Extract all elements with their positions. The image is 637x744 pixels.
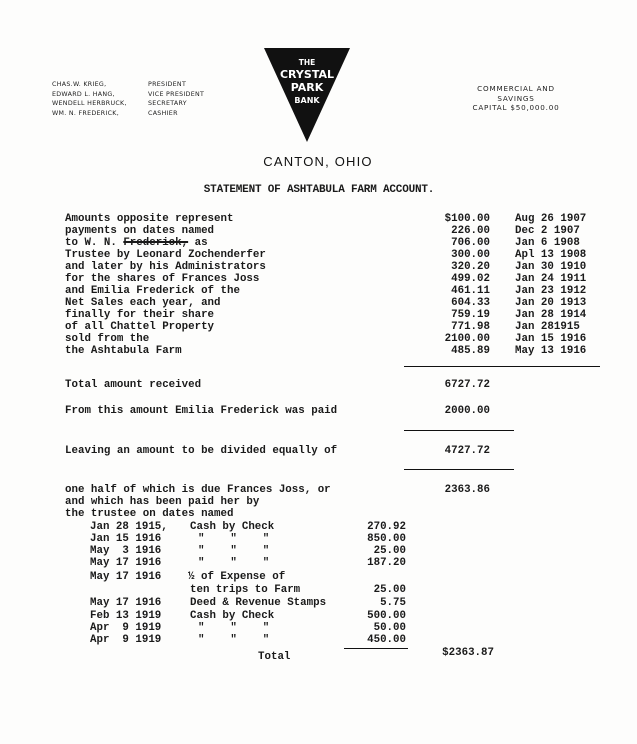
disb-date: Feb 13 1919 (90, 610, 162, 622)
paid-emilia-label: From this amount Emilia Frederick was paid (65, 405, 338, 417)
officer-row (52, 109, 204, 119)
payment-date: Jan 30 1910 (515, 261, 587, 273)
payment-date: Jan 281915 (515, 321, 580, 333)
half-line: the trustee on dates named (65, 508, 234, 520)
officer-row (52, 90, 204, 100)
disb-desc: " " " (198, 533, 270, 545)
payment-amount: 771.98 (451, 321, 490, 333)
disb-desc: " " " (198, 545, 270, 557)
payment-amount: 485.89 (451, 345, 490, 357)
payment-desc: Trustee by Leonard Zochenderfer (65, 249, 266, 261)
payment-date: Jan 6 1908 (515, 237, 580, 249)
officer-row (52, 99, 204, 109)
disb-date: Apr 9 1919 (90, 622, 162, 634)
disb-desc: " " " (198, 622, 270, 634)
leaving-amount: 4727.72 (444, 445, 490, 457)
disb-date: Apr 9 1919 (90, 634, 162, 646)
disb-date: May 3 1916 (90, 545, 162, 557)
payment-desc: Amounts opposite represent (65, 213, 234, 225)
payment-desc: and later by his Administrators (65, 261, 266, 273)
total-received-amount: 6727.72 (444, 379, 490, 391)
subtract-rule (404, 430, 514, 431)
payment-amount: 759.19 (451, 309, 490, 321)
disb-date: May 17 1916 (90, 571, 162, 583)
disb-amount: 25.00 (373, 584, 406, 596)
payment-date: Jan 23 1912 (515, 285, 587, 297)
payment-date: Jan 24 1911 (515, 273, 587, 285)
payment-date: Dec 2 1907 (515, 225, 580, 237)
payment-amount: 706.00 (451, 237, 490, 249)
bank-logo-icon (262, 47, 352, 143)
payment-amount: 300.00 (451, 249, 490, 261)
payment-amount: 461.11 (451, 285, 490, 297)
payment-date: Aug 26 1907 (515, 213, 587, 225)
disb-amount: 850.00 (367, 533, 406, 545)
officer-row (52, 80, 204, 90)
payment-amount: 226.00 (451, 225, 490, 237)
payment-amount: 499.02 (451, 273, 490, 285)
payment-desc (65, 237, 208, 249)
capital-line: CAPITAL $50,000.00 (472, 103, 560, 113)
disb-desc: Deed & Revenue Stamps (190, 597, 327, 609)
payment-desc-post: as (188, 237, 208, 249)
descriptor-line: SAVINGS (497, 93, 535, 103)
disb-desc: " " " (198, 634, 270, 646)
officer-title: SECRETARY (148, 100, 187, 108)
paid-emilia-amount: 2000.00 (444, 405, 490, 417)
bank-descriptor (454, 84, 578, 113)
half-line: one half of which is due Frances Joss, or (65, 484, 331, 496)
disb-amount: 450.00 (367, 634, 406, 646)
disb-desc: Cash by Check (190, 521, 275, 533)
payment-amount: 320.20 (451, 261, 490, 273)
logo-line-crystal: CRYSTAL (279, 68, 335, 81)
payment-desc: and Emilia Frederick of the (65, 285, 240, 297)
final-total-amount: $2363.87 (442, 647, 494, 659)
officer-name: CHAS.W. KRIEG, (52, 81, 107, 88)
logo-line-park: PARK (290, 81, 324, 94)
statement-title: STATEMENT OF ASHTABULA FARM ACCOUNT. (203, 184, 435, 196)
payment-amount: 604.33 (451, 297, 490, 309)
logo-line-bank: BANK (294, 96, 320, 105)
disb-date: Jan 15 1916 (90, 533, 162, 545)
disb-desc: Cash by Check (190, 610, 275, 622)
payment-amount: $100.00 (444, 213, 490, 225)
payment-date: Jan 15 1916 (515, 333, 587, 345)
payment-date: Jan 28 1914 (515, 309, 587, 321)
disb-amount: 187.20 (367, 557, 406, 569)
disbursement-rule (344, 648, 408, 649)
payment-desc: Net Sales each year, and (65, 297, 221, 309)
half-amount: 2363.86 (444, 484, 490, 496)
officer-name: WENDELL HERBRUCK, (52, 100, 127, 108)
officer-title: PRESIDENT (148, 81, 187, 88)
final-total-label: Total (258, 651, 291, 663)
leaving-label: Leaving an amount to be divided equally of (65, 445, 338, 457)
disb-desc: ½ of Expense of (188, 571, 286, 583)
officers-list (52, 80, 204, 118)
disb-amount: 50.00 (373, 622, 406, 634)
payment-desc: for the shares of Frances Joss (65, 273, 260, 285)
disb-date: May 17 1916 (90, 557, 162, 569)
payment-desc: sold from the (65, 333, 150, 345)
payment-desc: the Ashtabula Farm (65, 345, 182, 357)
payment-desc-pre: to W. N. (65, 237, 124, 249)
payment-date: Jan 20 1913 (515, 297, 587, 309)
payment-desc: of all Chattel Property (65, 321, 215, 333)
disb-date: Jan 28 1915, (90, 521, 168, 533)
city-heading: CANTON, OHIO (263, 154, 373, 169)
payment-amount: 2100.00 (444, 333, 490, 345)
officer-title: CASHIER (148, 109, 178, 117)
disb-date: May 17 1916 (90, 597, 162, 609)
disb-desc: ten trips to Farm (190, 584, 301, 596)
sum-rule (404, 366, 600, 367)
disb-desc: " " " (198, 557, 270, 569)
half-line: and which has been paid her by (65, 496, 260, 508)
total-received-label: Total amount received (65, 379, 202, 391)
disb-amount: 5.75 (380, 597, 406, 609)
payment-date: May 13 1916 (515, 345, 587, 357)
officer-name: WM. N. FREDERICK, (52, 109, 120, 117)
disb-amount: 270.92 (367, 521, 406, 533)
divide-rule (404, 469, 514, 470)
descriptor-line: COMMERCIAL AND (477, 84, 555, 93)
officer-name: EDWARD L. HANG, (52, 90, 115, 98)
logo-line-the: THE (298, 58, 316, 67)
payment-desc: finally for their share (65, 309, 215, 321)
payment-desc: payments on dates named (65, 225, 215, 237)
disb-amount: 500.00 (367, 610, 406, 622)
struck-name: Frederick, (123, 237, 189, 249)
officer-title: VICE PRESIDENT (148, 90, 205, 98)
disb-amount: 25.00 (373, 545, 406, 557)
payment-date: Apl 13 1908 (515, 249, 587, 261)
